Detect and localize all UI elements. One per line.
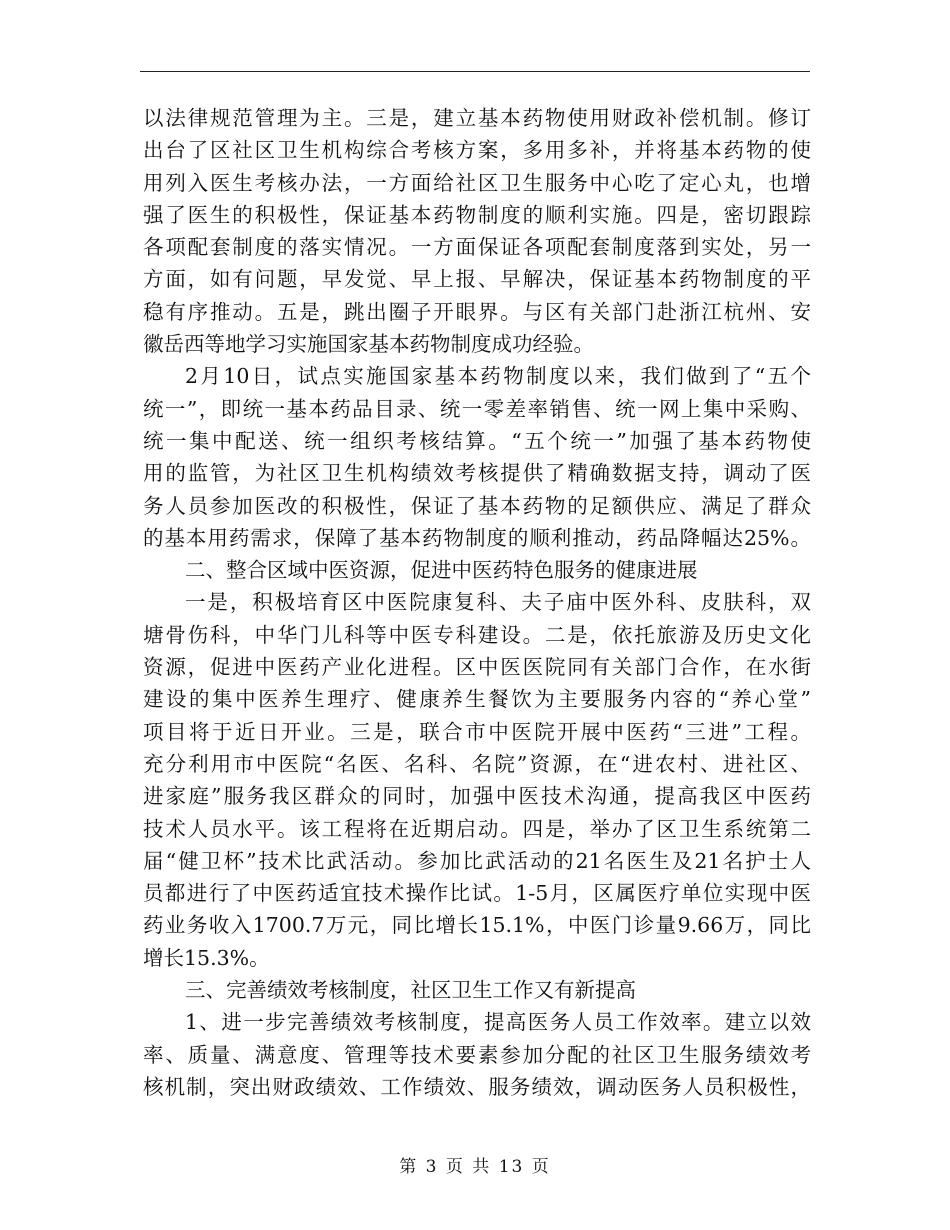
body-line: 增长15.3%。 <box>143 945 270 970</box>
body-line: 进家庭”服务我区群众的同时，加强中医技术沟通，提高我区中医药 <box>143 784 811 809</box>
body-line: 塘骨伤科，中华门儿科等中医专科建设。二是，依托旅游及历史文化 <box>143 622 811 647</box>
body-line: 以法律规范管理为主。三是，建立基本药物使用财政补偿机制。修订 <box>143 106 811 130</box>
body-line: 徽岳西等地学习实施国家基本药物制度成功经验。 <box>143 332 594 357</box>
paragraph-first-line: 1、进一步完善绩效考核制度，提高医务人员工作效率。建立以效 <box>185 1010 811 1035</box>
body-line: 稳有序推动。五是，跳出圈子开眼界。与区有关部门赴浙江杭州、安 <box>143 299 811 324</box>
paragraph-first-line: 2月10日，试点实施国家基本药物制度以来，我们做到了“五个 <box>185 364 811 389</box>
body-line: 项目将于近日开业。三是，联合市中医院开展中医药“三进”工程。 <box>143 719 811 744</box>
body-line: 资源，促进中医药产业化进程。区中医医院同有关部门合作，在水街 <box>143 655 811 680</box>
body-line: 方面，如有问题，早发觉、早上报、早解决，保证基本药物制度的平 <box>143 267 811 292</box>
body-line: 用列入医生考核办法，一方面给社区卫生服务中心吃了定心丸，也增 <box>143 170 811 195</box>
header-rule <box>140 71 810 72</box>
body-line: 统一集中配送、统一组织考核结算。“五个统一”加强了基本药物使 <box>143 428 811 453</box>
paragraph-first-line: 一是，积极培育区中医院康复科、夫子庙中医外科、皮肤科，双 <box>185 590 811 615</box>
body-line: 技术人员水平。该工程将在近期启动。四是，举办了区卫生系统第二 <box>143 816 811 841</box>
section-heading: 二、整合区域中医资源，促进中医药特色服务的健康进展 <box>185 558 698 583</box>
body-line: 充分利用市中医院“名医、名科、名院”资源，在“进农村、进社区、 <box>143 751 811 776</box>
body-line: 核机制，突出财政绩效、工作绩效、服务绩效，调动医务人员积极性， <box>143 1074 811 1099</box>
body-line: 药业务收入1700.7万元，同比增长15.1%，中医门诊量9.66万，同比 <box>143 913 811 938</box>
body-line: 出台了区社区卫生机构综合考核方案，多用多补，并将基本药物的使 <box>143 138 811 163</box>
body-line: 的基本用药需求，保障了基本药物制度的顺利推动，药品降幅达25%。 <box>143 525 811 550</box>
body-line: 务人员参加医改的积极性，保证了基本药物的足额供应、满足了群众 <box>143 493 811 518</box>
body-line: 各项配套制度的落实情况。一方面保证各项配套制度落到实处，另一 <box>143 235 811 260</box>
body-line: 用的监管，为社区卫生机构绩效考核提供了精确数据支持，调动了医 <box>143 461 811 486</box>
body-line: 统一”，即统一基本药品目录、统一零差率销售、统一网上集中采购、 <box>143 396 811 421</box>
page-footer: 第 3 页 共 13 页 <box>399 1157 551 1177</box>
body-line: 员都进行了中医药适宜技术操作比试。1-5月，区属医疗单位实现中医 <box>143 881 811 906</box>
body-line: 届“健卫杯”技术比武活动。参加比武活动的21名医生及21名护士人 <box>143 848 811 873</box>
section-heading: 三、完善绩效考核制度，社区卫生工作又有新提高 <box>185 978 636 1003</box>
body-line: 强了医生的积极性，保证基本药物制度的顺利实施。四是，密切跟踪 <box>143 202 811 227</box>
body-line: 率、质量、满意度、管理等技术要素参加分配的社区卫生服务绩效考 <box>143 1042 811 1067</box>
body-line: 建设的集中医养生理疗、健康养生餐饮为主要服务内容的“养心堂” <box>143 687 811 712</box>
document-body <box>143 102 811 1103</box>
